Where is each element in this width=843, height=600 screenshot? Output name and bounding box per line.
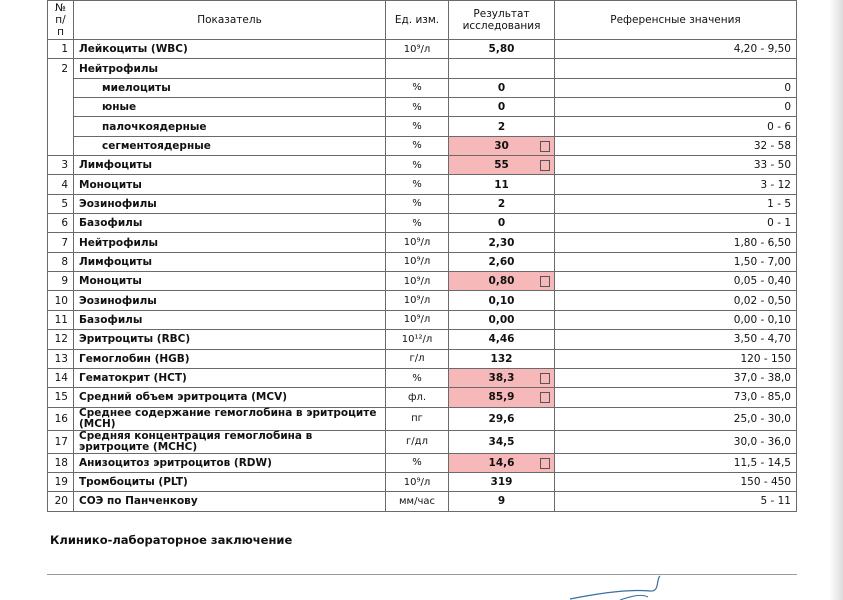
- table-row: [48, 175, 797, 194]
- indicator-name: Базофилы: [74, 214, 386, 233]
- header-unit: Ед. изм.: [386, 1, 449, 40]
- header-name: Показатель: [74, 1, 386, 40]
- result-cell: 34,5: [449, 430, 555, 453]
- row-number: 18: [48, 453, 74, 472]
- result-cell: 0: [449, 78, 555, 97]
- row-number: [48, 78, 74, 97]
- indicator-name: Эритроциты (RBC): [74, 330, 386, 349]
- row-number: 17: [48, 430, 74, 453]
- reference-range: 37,0 - 38,0: [555, 368, 797, 387]
- reference-range: 0,00 - 0,10: [555, 310, 797, 329]
- table-row: [48, 492, 797, 511]
- result-cell: 2: [449, 194, 555, 213]
- reference-range: 33 - 50: [555, 156, 797, 175]
- page-edge-shadow: [829, 0, 843, 600]
- indicator-name: Лимфоциты: [74, 156, 386, 175]
- indicator-name: Нейтрофилы: [74, 233, 386, 252]
- result-cell-flagged: 0,80: [449, 272, 555, 291]
- table-row: [48, 349, 797, 368]
- row-number: 19: [48, 472, 74, 491]
- indicator-name: сегментоядерные: [74, 136, 386, 155]
- result-cell: 2,60: [449, 252, 555, 271]
- table-row: [48, 156, 797, 175]
- header-ref: Референсные значения: [555, 1, 797, 40]
- unit-cell: 10¹²/л: [386, 330, 449, 349]
- indicator-name: Базофилы: [74, 310, 386, 329]
- result-cell: 4,46: [449, 330, 555, 349]
- signature-mark: [560, 575, 760, 600]
- reference-range: 30,0 - 36,0: [555, 430, 797, 453]
- reference-range: 5 - 11: [555, 492, 797, 511]
- row-number: 9: [48, 272, 74, 291]
- indicator-name: Среднее содержание гемоглобина в эритроците (MCH): [74, 407, 386, 430]
- unit-cell: 10⁹/л: [386, 40, 449, 59]
- reference-range: [555, 59, 797, 78]
- result-cell: 5,80: [449, 40, 555, 59]
- table-body: [48, 40, 797, 512]
- indicator-name: Лейкоциты (WBC): [74, 40, 386, 59]
- table-row: [48, 252, 797, 271]
- unit-cell: [386, 59, 449, 78]
- table-row: [48, 233, 797, 252]
- table-row: [48, 117, 797, 136]
- unit-cell: %: [386, 453, 449, 472]
- reference-range: 0,05 - 0,40: [555, 272, 797, 291]
- row-number: [48, 117, 74, 136]
- unit-cell: 10⁹/л: [386, 472, 449, 491]
- reference-range: 0 - 6: [555, 117, 797, 136]
- unit-cell: %: [386, 194, 449, 213]
- row-number: 15: [48, 388, 74, 407]
- indicator-name: Средняя концентрация гемоглобина в эритроците (MCHC): [74, 430, 386, 453]
- lab-results-table: [47, 0, 797, 512]
- unit-cell: %: [386, 78, 449, 97]
- result-cell-flagged: 85,9: [449, 388, 555, 407]
- reference-range: 25,0 - 30,0: [555, 407, 797, 430]
- reference-range: 1 - 5: [555, 194, 797, 213]
- reference-range: 32 - 58: [555, 136, 797, 155]
- indicator-name: миелоциты: [74, 78, 386, 97]
- reference-range: 4,20 - 9,50: [555, 40, 797, 59]
- row-number: 16: [48, 407, 74, 430]
- reference-range: 3,50 - 4,70: [555, 330, 797, 349]
- header-num: № п/п: [48, 1, 74, 40]
- indicator-name: Эозинофилы: [74, 291, 386, 310]
- result-cell: 0,10: [449, 291, 555, 310]
- reference-range: 0,02 - 0,50: [555, 291, 797, 310]
- indicator-name: палочкоядерные: [74, 117, 386, 136]
- result-cell: 0: [449, 98, 555, 117]
- result-cell: 2,30: [449, 233, 555, 252]
- unit-cell: %: [386, 156, 449, 175]
- unit-cell: %: [386, 98, 449, 117]
- result-cell: 319: [449, 472, 555, 491]
- indicator-name: Лимфоциты: [74, 252, 386, 271]
- result-cell: 132: [449, 349, 555, 368]
- row-number: 2: [48, 59, 74, 78]
- row-number: 5: [48, 194, 74, 213]
- row-number: 12: [48, 330, 74, 349]
- result-cell: 0,00: [449, 310, 555, 329]
- reference-range: 1,80 - 6,50: [555, 233, 797, 252]
- unit-cell: г/л: [386, 349, 449, 368]
- unit-cell: мм/час: [386, 492, 449, 511]
- table-row: [48, 40, 797, 59]
- indicator-name: Нейтрофилы: [74, 59, 386, 78]
- unit-cell: %: [386, 136, 449, 155]
- header-result: Результат исследования: [449, 1, 555, 40]
- indicator-name: Средний объем эритроцита (MCV): [74, 388, 386, 407]
- indicator-name: Гемоглобин (HGB): [74, 349, 386, 368]
- indicator-name: Тромбоциты (PLT): [74, 472, 386, 491]
- unit-cell: 10⁹/л: [386, 252, 449, 271]
- table-row: [48, 98, 797, 117]
- table-row: [48, 59, 797, 78]
- unit-cell: %: [386, 214, 449, 233]
- reference-range: 120 - 150: [555, 349, 797, 368]
- table-row: [48, 272, 797, 291]
- unit-cell: 10⁹/л: [386, 233, 449, 252]
- unit-cell: 10⁹/л: [386, 291, 449, 310]
- row-number: 13: [48, 349, 74, 368]
- reference-range: 3 - 12: [555, 175, 797, 194]
- reference-range: 0 - 1: [555, 214, 797, 233]
- table-row: [48, 136, 797, 155]
- result-cell: 2: [449, 117, 555, 136]
- reference-range: 0: [555, 98, 797, 117]
- reference-range: 0: [555, 78, 797, 97]
- row-number: 4: [48, 175, 74, 194]
- result-cell: 9: [449, 492, 555, 511]
- row-number: 3: [48, 156, 74, 175]
- result-cell: 11: [449, 175, 555, 194]
- indicator-name: Моноциты: [74, 272, 386, 291]
- unit-cell: %: [386, 368, 449, 387]
- row-number: 7: [48, 233, 74, 252]
- table-row: [48, 388, 797, 407]
- unit-cell: %: [386, 175, 449, 194]
- table-row: [48, 194, 797, 213]
- row-number: 20: [48, 492, 74, 511]
- row-number: 14: [48, 368, 74, 387]
- unit-cell: фл.: [386, 388, 449, 407]
- table-row: [48, 310, 797, 329]
- table-row: [48, 472, 797, 491]
- table-row: [48, 453, 797, 472]
- result-cell-flagged: 38,3: [449, 368, 555, 387]
- table-row: [48, 291, 797, 310]
- row-number: 6: [48, 214, 74, 233]
- row-number: 11: [48, 310, 74, 329]
- result-cell: 29,6: [449, 407, 555, 430]
- unit-cell: %: [386, 117, 449, 136]
- reference-range: 11,5 - 14,5: [555, 453, 797, 472]
- result-cell: 0: [449, 214, 555, 233]
- unit-cell: г/дл: [386, 430, 449, 453]
- table-row: [48, 330, 797, 349]
- table-row: [48, 368, 797, 387]
- indicator-name: Эозинофилы: [74, 194, 386, 213]
- table-row: [48, 407, 797, 430]
- table-header-row: [48, 1, 797, 40]
- result-cell-flagged: 14,6: [449, 453, 555, 472]
- unit-cell: пг: [386, 407, 449, 430]
- row-number: 8: [48, 252, 74, 271]
- table-row: [48, 214, 797, 233]
- table-row: [48, 430, 797, 453]
- indicator-name: Гематокрит (HCT): [74, 368, 386, 387]
- indicator-name: Анизоцитоз эритроцитов (RDW): [74, 453, 386, 472]
- result-cell: [449, 59, 555, 78]
- row-number: 10: [48, 291, 74, 310]
- indicator-name: юные: [74, 98, 386, 117]
- result-cell-flagged: 55: [449, 156, 555, 175]
- unit-cell: 10⁹/л: [386, 310, 449, 329]
- indicator-name: СОЭ по Панченкову: [74, 492, 386, 511]
- row-number: [48, 98, 74, 117]
- unit-cell: 10⁹/л: [386, 272, 449, 291]
- row-number: 1: [48, 40, 74, 59]
- indicator-name: Моноциты: [74, 175, 386, 194]
- reference-range: 1,50 - 7,00: [555, 252, 797, 271]
- table-row: [48, 78, 797, 97]
- result-cell-flagged: 30: [449, 136, 555, 155]
- reference-range: 150 - 450: [555, 472, 797, 491]
- row-number: [48, 136, 74, 155]
- reference-range: 73,0 - 85,0: [555, 388, 797, 407]
- conclusion-label: Клинико-лабораторное заключение: [50, 533, 293, 547]
